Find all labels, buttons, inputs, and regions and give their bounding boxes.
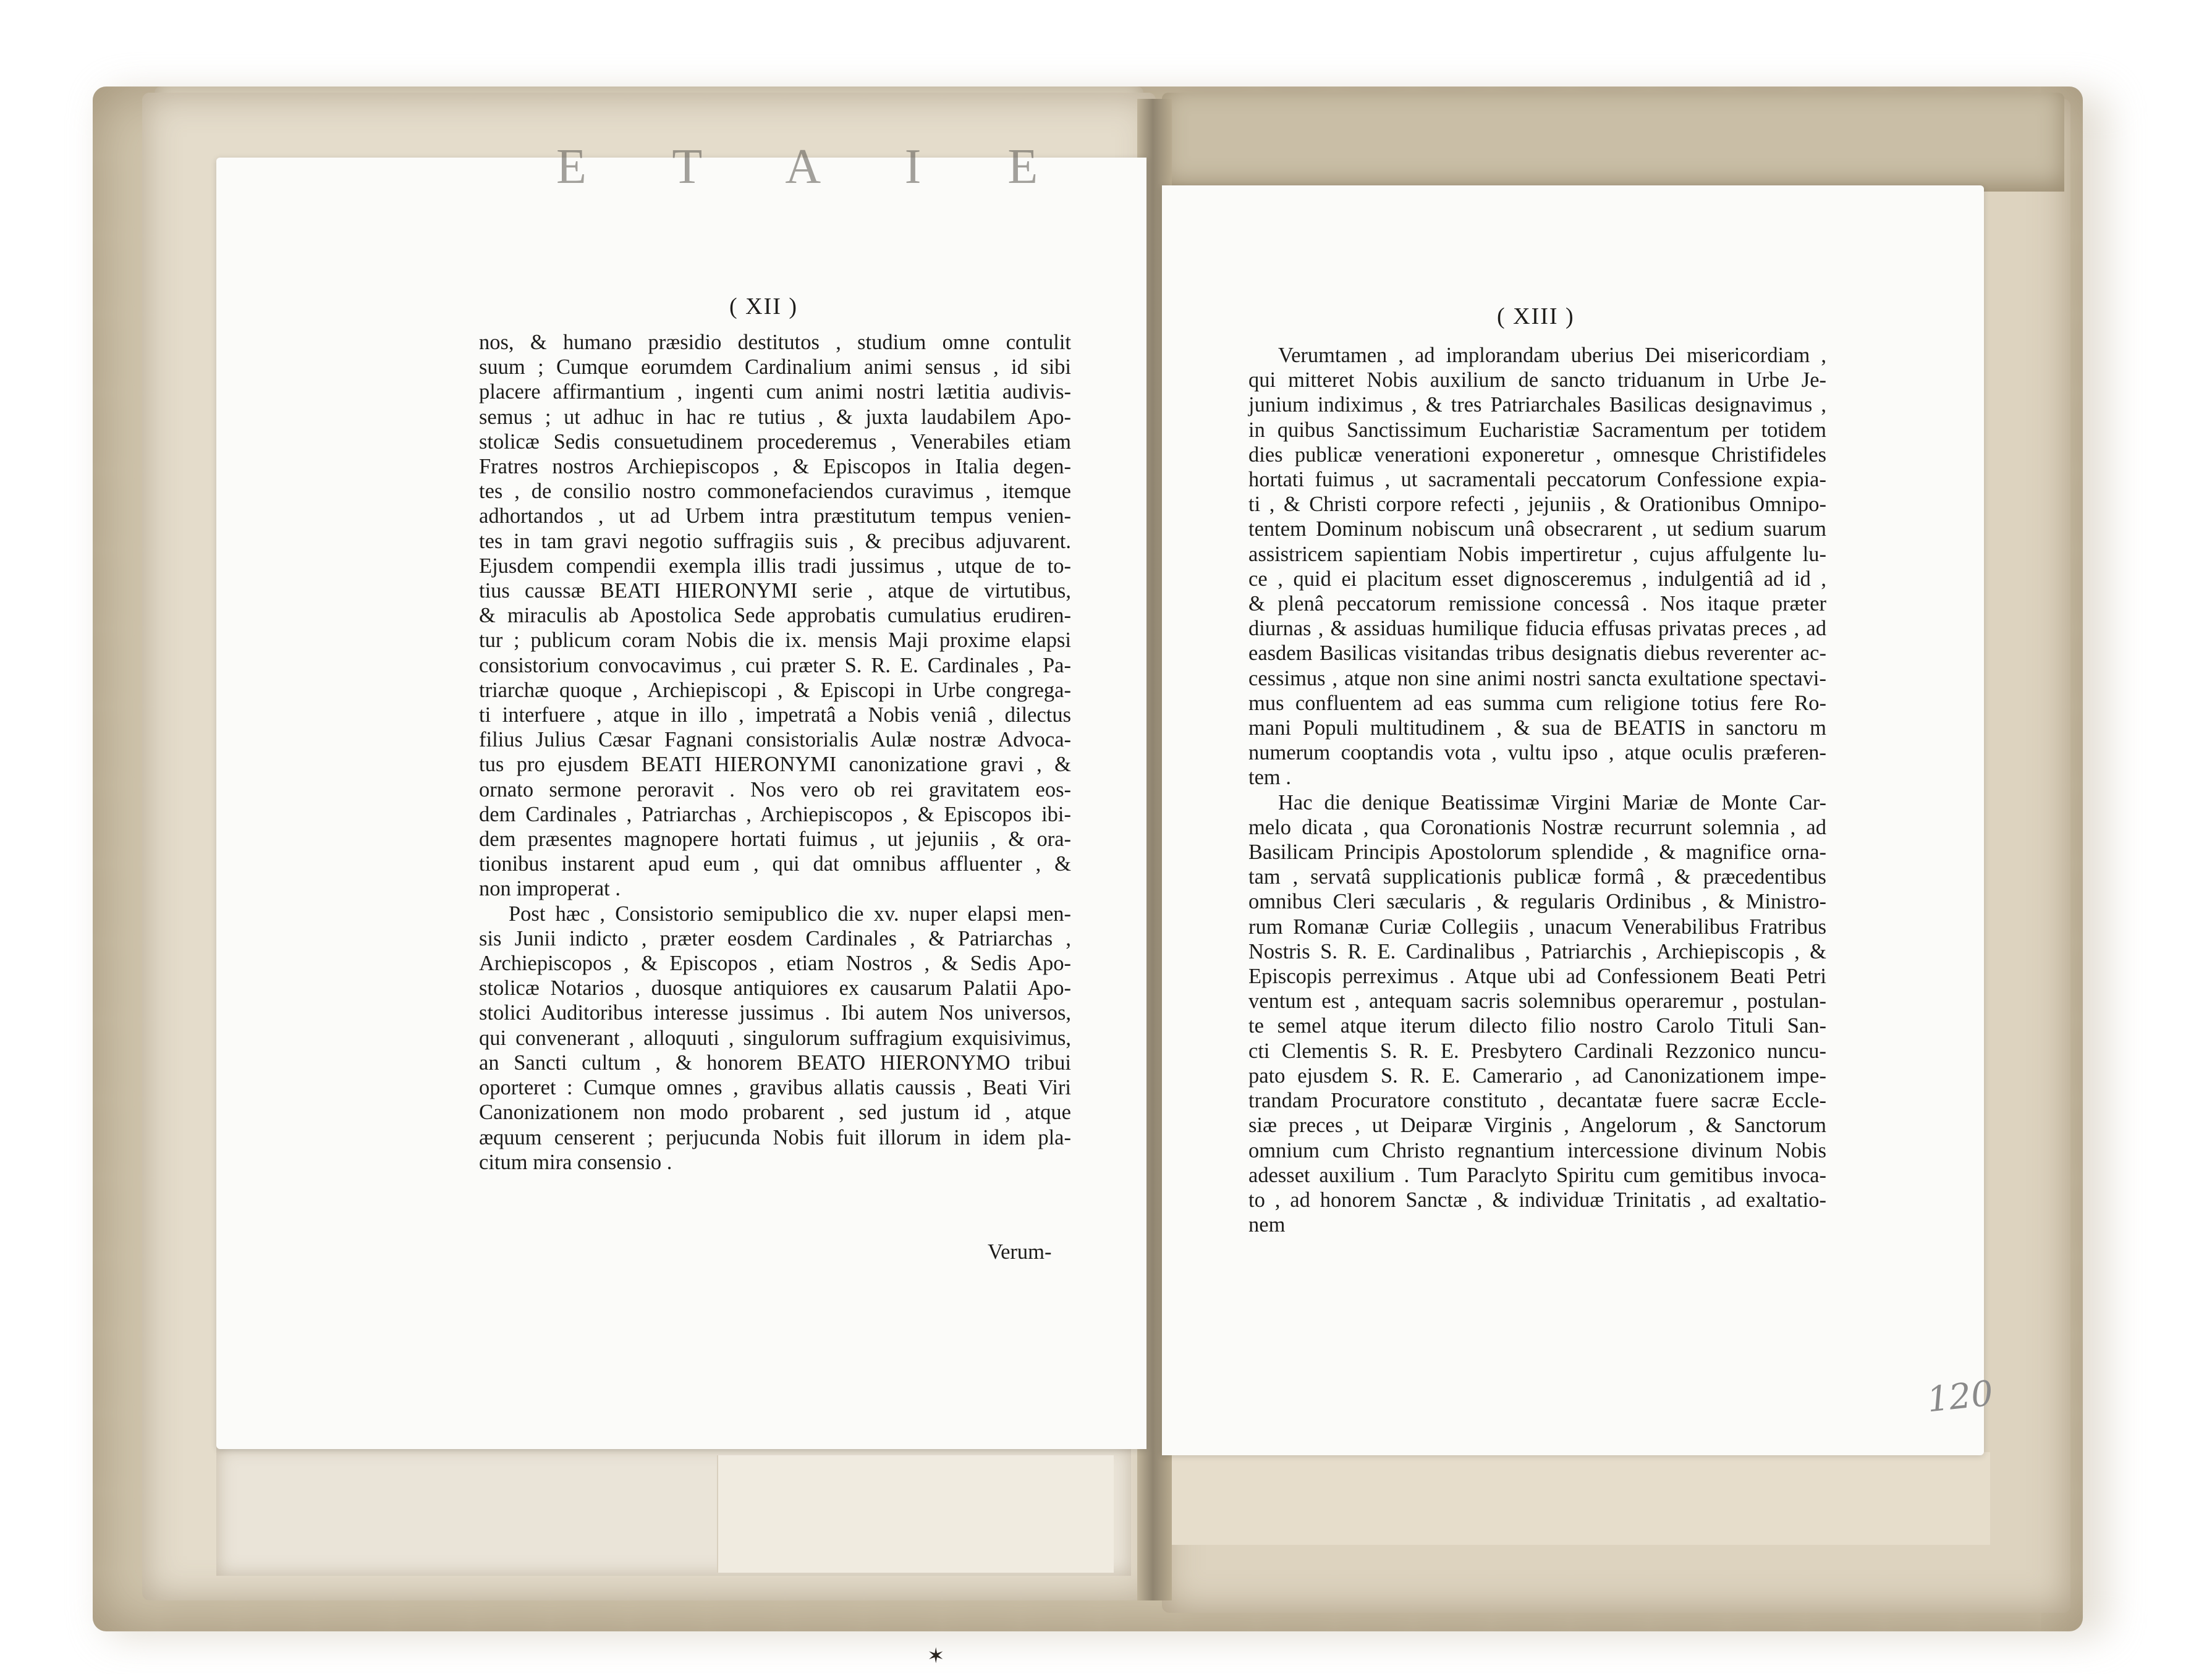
text-line: qui convenerant , alloquuti , singulorum suffragium exquisivimus, xyxy=(479,1026,1071,1050)
text-line: nos, & humano præsidio destitutos , studium omne contulit xyxy=(479,331,1071,354)
text-line: ventum est , antequam sacris solemnibus operaremur , postulan- xyxy=(1248,989,1826,1013)
bleed-through-text: E T A I E xyxy=(556,140,1075,194)
text-line: placere affirmantium , ingenti cum animi nostri lætitia audivis- xyxy=(479,380,1071,404)
text-line: melo dicata , qua Coronationis Nostræ recurrunt solemnia , ad xyxy=(1248,815,1826,839)
text-line: adhortandos , ut ad Urbem intra præstitutum tempus venien- xyxy=(479,504,1071,528)
text-line: tius caussæ BEATI HIERONYMI serie , atque de virtutibus, xyxy=(479,579,1071,603)
text-line: te semel atque iterum dilecto filio nostro Carolo Tituli San- xyxy=(1248,1014,1826,1038)
text-line: semus ; ut adhuc in hac re tutius , & juxta laudabilem Apo- xyxy=(479,405,1071,429)
text-line: non improperat . xyxy=(479,877,621,901)
text-line: junium indiximus , & tres Patriarchales Basilicas designavimus , xyxy=(1248,393,1826,417)
text-line: tionibus instarent apud eum , qui dat omnibus affluenter , & xyxy=(479,852,1071,876)
right-bottom-leaf xyxy=(1162,1452,1990,1545)
text-line: Ejusdem compendii exempla illis tradi jussimus , utque de to- xyxy=(479,554,1071,578)
text-line: Post hæc , Consistorio semipublico die xv. nuper elapsi men- xyxy=(509,902,1071,926)
text-line: Archiepiscopos , & Episcopos , etiam Nostros , & Sedis Apo- xyxy=(479,952,1071,976)
text-line: oporteret : Cumque omnes , gravibus allatis caussis , Beati Viri xyxy=(479,1076,1071,1100)
text-line: numerum cooptandis vota , vultu ipso , atque oculis præferen- xyxy=(1248,741,1826,765)
text-line: omnium cum Christo regnantium intercessione divinum Nobis xyxy=(1248,1138,1826,1162)
text-line: ti interfuere , atque in illo , impetratâ a Nobis veniâ , dilectus xyxy=(479,703,1071,727)
text-line: æquum censerent ; perjucunda Nobis fuit illorum in idem pla- xyxy=(479,1125,1071,1149)
text-line: Episcopis perreximus . Atque ubi ad Confessionem Beati Petri xyxy=(1248,965,1826,989)
text-line: to , ad honorem Sanctæ , & individuæ Trinitatis , ad exaltatio- xyxy=(1248,1188,1826,1212)
text-line: nem xyxy=(1248,1213,1286,1237)
text-line: qui mitteret Nobis auxilium de sancto triduanum in Urbe Je- xyxy=(1248,368,1826,392)
text-line: pato ejusdem S. R. E. Camerario , ad Canonizationem impe- xyxy=(1248,1063,1826,1088)
text-line: Basilicam Principis Apostolorum splendide , & magnifice orna- xyxy=(1248,840,1826,864)
text-line: tus pro ejusdem BEATI HIERONYMI canonizatione gravi , & xyxy=(479,753,1071,777)
text-line: rum Romanæ Curiæ Collegiis , unacum Venerabilibus Fratribus xyxy=(1248,915,1826,939)
text-line: tem . xyxy=(1248,766,1291,790)
bottom-flap xyxy=(717,1455,1114,1573)
text-line: mani Populi multitudinem , & sua de BEATIS in sanctoru m xyxy=(1248,716,1826,740)
right-top-edge xyxy=(1162,93,2064,192)
text-line: ornato sermone peroravit . Nos vero ob rei gravitatem eos- xyxy=(479,777,1071,801)
text-line: omnibus Cleri sæcularis , & regularis Ordinibus , & Ministro- xyxy=(1248,890,1826,914)
right-page-number: ( XIII ) xyxy=(1497,303,1575,329)
text-line: in quibus Sanctissimum Eucharistiæ Sacramentum per totidem xyxy=(1248,418,1826,442)
text-line: sis Junii indicto , præter eosdem Cardinales , & Patriarchas , xyxy=(479,926,1071,950)
left-page-text xyxy=(479,330,1071,1175)
right-page-text xyxy=(1248,343,1826,1237)
text-line: & plenâ peccatorum remissione concessâ . Nos itaque præter xyxy=(1248,592,1826,616)
ink-mark: ✶ xyxy=(927,1645,945,1668)
text-line: mus confluentem ad eas summa cum religione totius fere Ro- xyxy=(1248,691,1826,715)
text-line: easdem Basilicas visitandas tribus designatis diebus reverenter ac- xyxy=(1248,641,1826,666)
text-line: stolicæ Notarios , duosque antiquiores ex causarum Palatii Apo- xyxy=(479,976,1071,1000)
left-page-number: ( XII ) xyxy=(729,294,799,319)
text-line: tentem Dominum nobiscum unâ obsecrarent , ut sedium suarum xyxy=(1248,517,1826,541)
text-line: stolici Auditoribus interesse jussimus . Ibi autem Nos universos, xyxy=(479,1001,1071,1025)
text-line: dem præsentes magnopere hortati fuimus , ut jejuniis , & ora- xyxy=(479,827,1071,852)
text-line: diurnas , & assiduas humilique fiducia effusas privatas preces , ad xyxy=(1248,617,1826,641)
text-line: Hac die denique Beatissimæ Virgini Mariæ de Monte Car- xyxy=(1278,790,1826,814)
text-line: Nostris S. R. E. Cardinalibus , Patriarchis , Archiepiscopis , & xyxy=(1248,939,1826,963)
text-line: cessimus , atque non sine animi nostri sancta exultatione spectavi- xyxy=(1248,666,1826,690)
text-line: hortati fuimus , ut sacramentali peccatorum Confessione expia- xyxy=(1248,468,1826,492)
text-line: tes in tam gravi negotio suffragiis suis , & precibus adjuvarent. xyxy=(479,529,1071,553)
text-line: stolicæ Sedis consuetudinem procederemus , Venerabiles etiam xyxy=(479,429,1071,454)
text-line: citum mira consensio . xyxy=(479,1150,672,1174)
pencil-note: 120 xyxy=(1925,1373,1995,1421)
catchword: Verum- xyxy=(988,1240,1052,1264)
text-line: adesset auxilium . Tum Paraclyto Spiritu cum gemitibus invoca- xyxy=(1248,1163,1826,1187)
text-line: & miraculis ab Apostolica Sede approbatis cumulatius erudiren- xyxy=(479,604,1071,628)
text-line: dem Cardinales , Patriarchas , Archiepiscopos , & Episcopos ibi- xyxy=(479,802,1071,826)
text-line: Fratres nostros Archiepiscopos , & Episcopos in Italia degen- xyxy=(479,455,1071,479)
text-line: tes , de consilio nostro commonefaciendos curavimus , itemque xyxy=(479,480,1071,504)
text-line: siæ preces , ut Deiparæ Virginis , Angelorum , & Sanctorum xyxy=(1248,1114,1826,1138)
text-line: an Sancti cultum , & honorem BEATO HIERONYMO tribui xyxy=(479,1050,1071,1075)
text-line: consistorium convocavimus , cui præter S. R. E. Cardinales , Pa- xyxy=(479,653,1071,677)
text-line: ti , & Christi corpore refecti , jejuniis , & Orationibus Omnipo- xyxy=(1248,492,1826,517)
text-line: assistricem sapientiam Nobis impertiretur , cujus affulgente lu- xyxy=(1248,542,1826,566)
text-line: ce , quid ei placitum esset dignosceremus , indulgentiâ ad id , xyxy=(1248,567,1826,591)
text-line: filius Julius Cæsar Fagnani consistorialis Aulæ nostræ Advoca- xyxy=(479,728,1071,752)
text-line: dies publicæ venerationi exponeretur , omnesque Christifideles xyxy=(1248,442,1826,467)
text-line: tam , servatâ supplicationis publicæ formâ , & præcedentibus xyxy=(1248,865,1826,889)
text-line: triarchæ quoque , Archiepiscopi , & Episcopi in Urbe congrega- xyxy=(479,678,1071,702)
text-line: trandam Procuratore constituto , decantatæ fuere sacræ Eccle- xyxy=(1248,1089,1826,1113)
text-line: Verumtamen , ad implorandam uberius Dei misericordiam , xyxy=(1278,344,1826,367)
text-line: tur ; publicum coram Nobis die ix. mensis Maji proxime elapsi xyxy=(479,628,1071,653)
text-line: suum ; Cumque eorumdem Cardinalium animi sensus , id sibi xyxy=(479,355,1071,379)
text-line: Canonizationem non modo probarent , sed justum id , atque xyxy=(479,1101,1071,1125)
text-line: cti Clementis S. R. E. Presbytero Cardinali Rezzonico nuncu- xyxy=(1248,1039,1826,1063)
